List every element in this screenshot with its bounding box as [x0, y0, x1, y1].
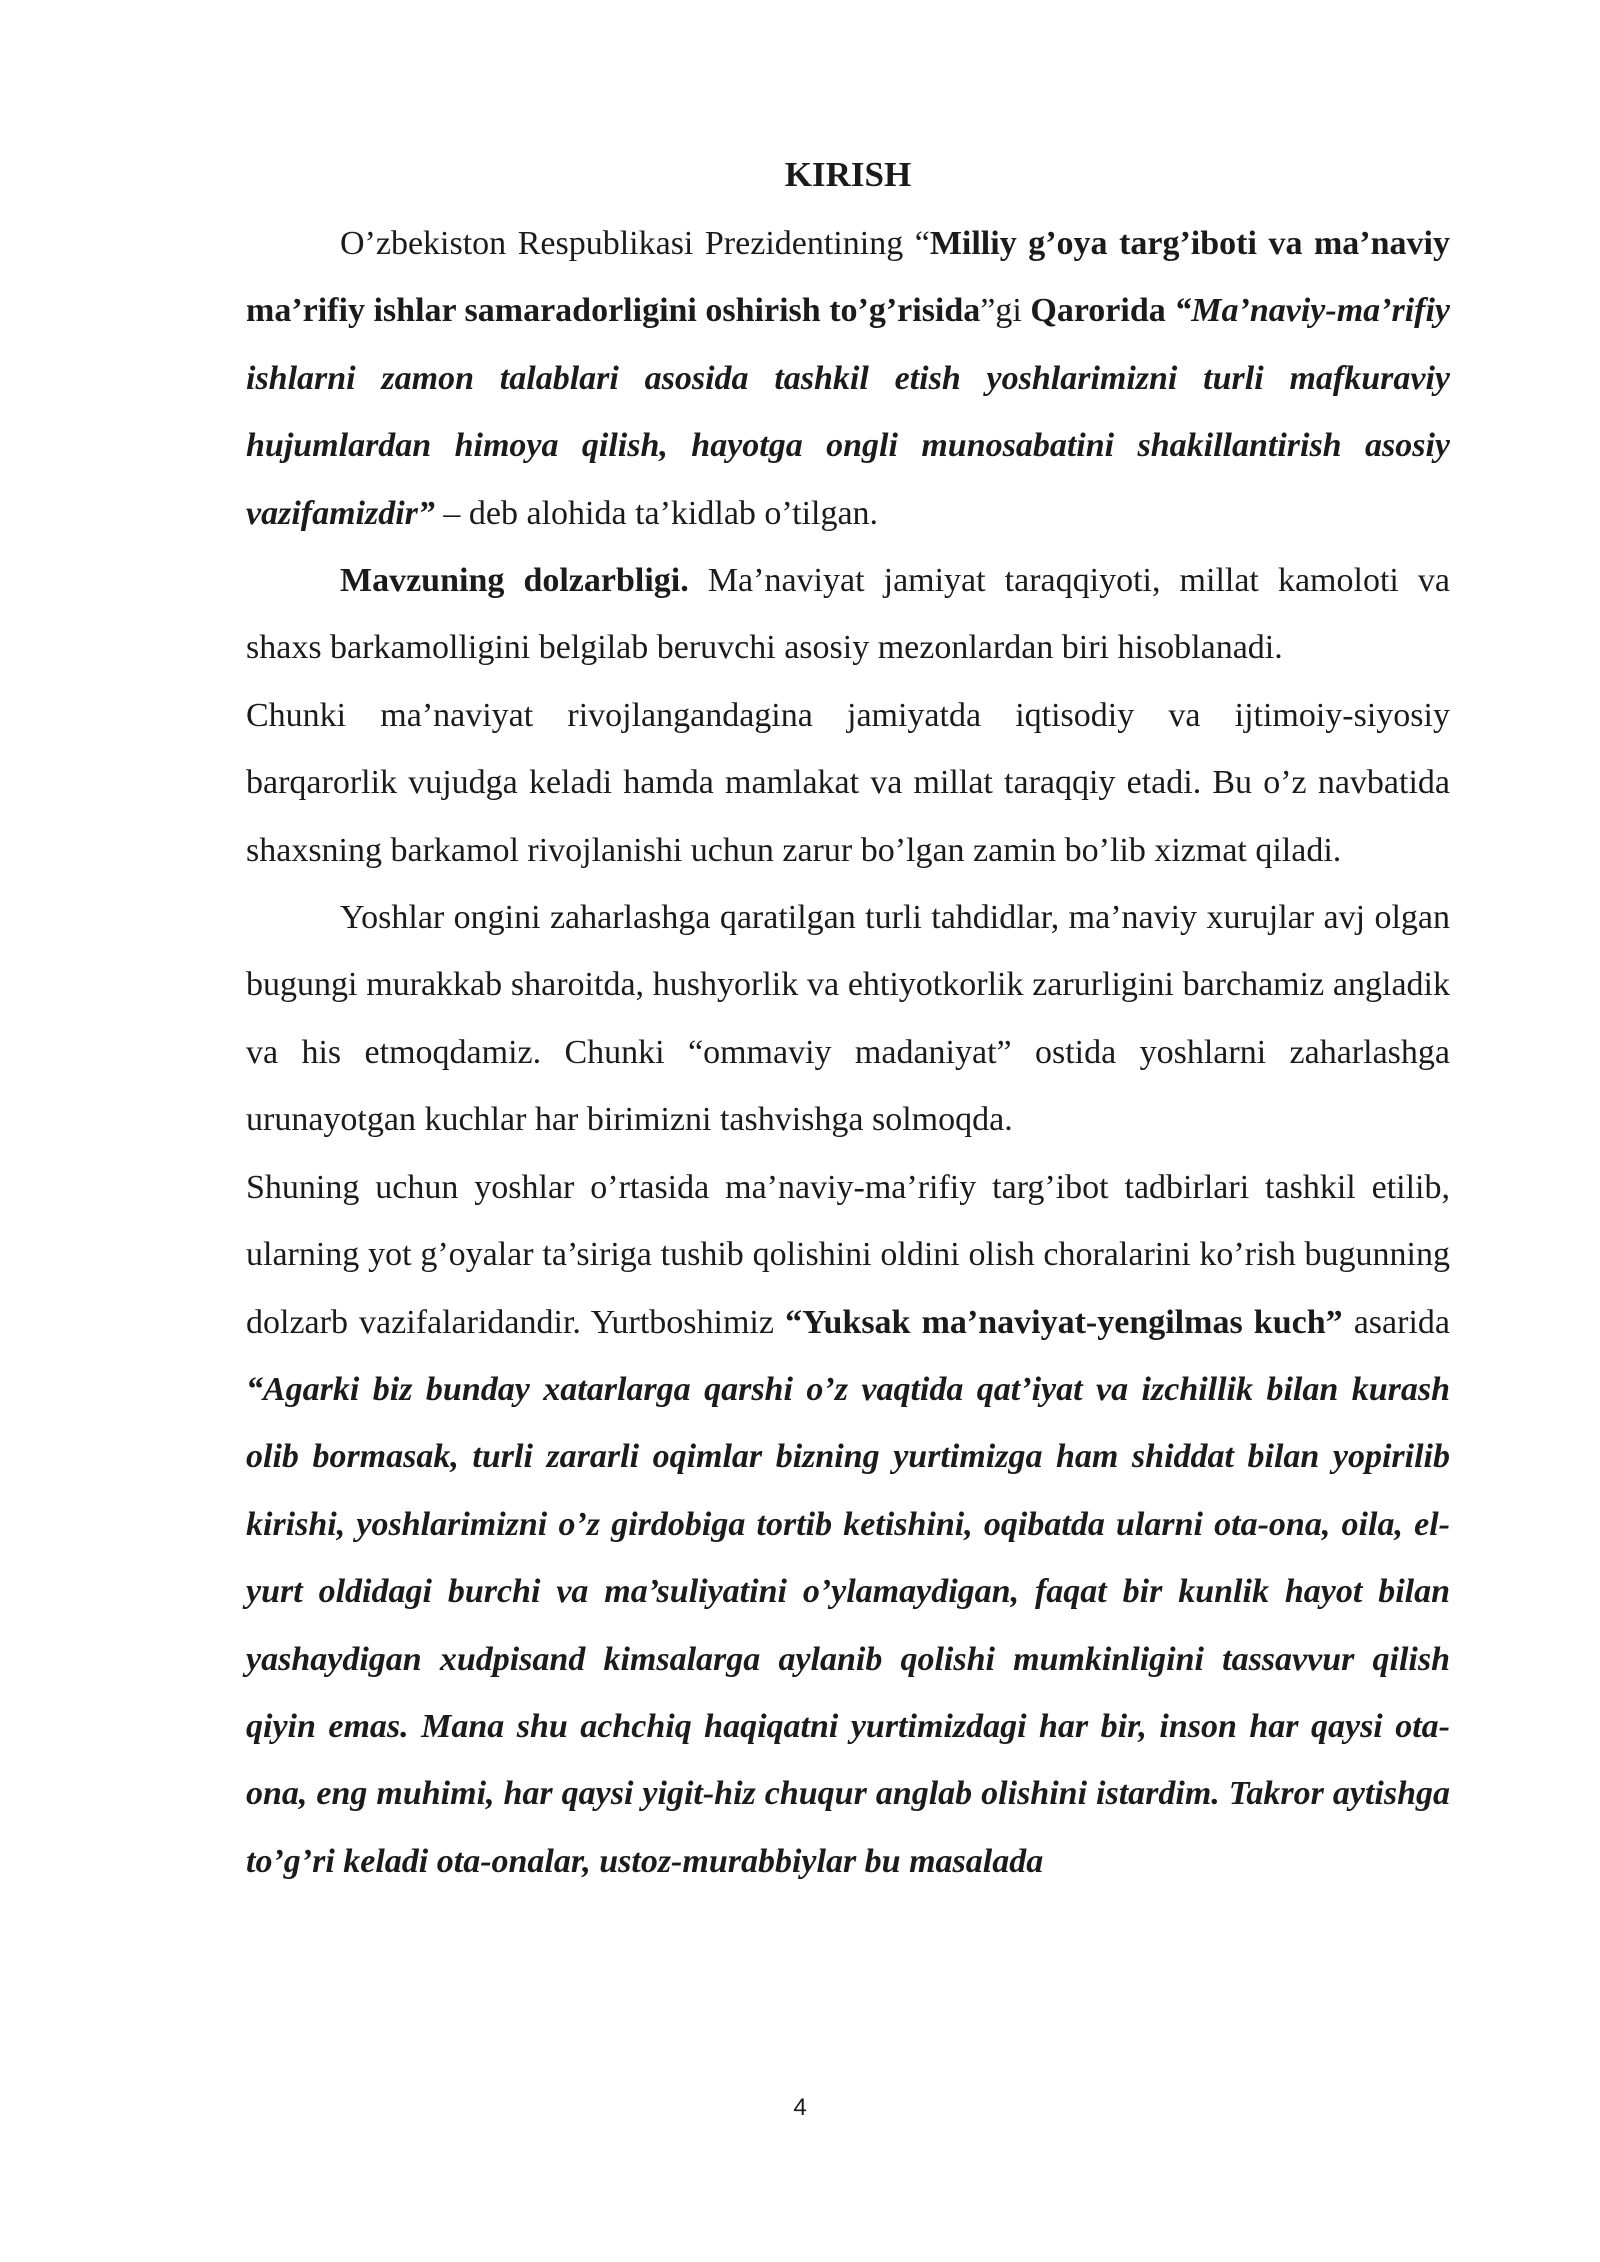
- paragraph-relevance-continued: [246, 682, 1450, 884]
- text-run: O’zbekiston Respublikasi Prezidentining “: [340, 225, 930, 262]
- text-run: [1166, 292, 1175, 329]
- text-run: – deb alohida ta’kidlab o’tilgan.: [434, 494, 879, 532]
- bold-text-book-title: “Yuksak ma’naviyat-yengilmas kuch”: [785, 1303, 1343, 1341]
- bold-italic-quote: “Ma’naviy-ma’rifiy ishlarni zamon talablari asosida tashkil etish yoshlarimizni turli mafkuraviy hujumlardan himoya qilish, hayotga ongli munosabatini shakillantirish asosiy vazifamizdir”: [246, 292, 1451, 532]
- paragraph-threats: [246, 884, 1450, 1154]
- paragraph-relevance: [246, 547, 1450, 682]
- bold-text-decree-name: Milliy g’oya targ’iboti va ma’naviy ma’rifiy ishlar samaradorligini oshirish to’g’risida: [246, 225, 1450, 330]
- paragraph-intro: [246, 210, 1450, 547]
- page-content: [246, 150, 1450, 1895]
- page-title: KIRISH: [784, 155, 912, 194]
- text-run: Ma’naviyat jamiyat taraqqiyoti, millat kamoloti va shaxs barkamolligini belgilab beruvchi asosiy mezonlardan biri hisoblanadi.: [246, 562, 1451, 667]
- text-run: asarida: [1342, 1303, 1450, 1341]
- bold-text-qarorida: Qarorida: [1030, 292, 1166, 330]
- text-run: Shuning uchun yoshlar o’rtasida ma’naviy-ma’rifiy targ’ibot tadbirlari tashkil etilib, ularning yot g’oyalar ta’siriga tushib qolishini oldini olish choralarini ko’rish bugunning dolzarb vazifalaridandir. Yurtboshimiz: [246, 1168, 1450, 1341]
- bold-italic-quote: “Agarki biz bunday xatarlarga qarshi o’z vaqtida qat’iyat va izchillik bilan kurash olib bormasak, turli zararli oqimlar bizning yurtimizga ham shiddat bilan yopirilib kirishi, yoshlarimizni o’z girdobiga tortib ketishini, oqibatda ularni ota-ona, oila, el-yurt oldidagi burchi va ma’suliyatini o’ylamaydigan, faqat bir kunlik hayot bilan yashaydigan xudpisand kimsalarga aylanib qolishi mumkinligini tassavvur qilish qiyin emas. Mana shu achchiq haqiqatni yurtimizdagi har bir, inson har qaysi ota-ona, eng muhimi, har qaysi yigit-hiz chuqur anglab olishini istardim. Takror aytishga to’g’ri keladi ota-onalar, ustoz-murabbiylar bu masalada: [246, 1370, 1450, 1880]
- text-run: Yoshlar ongini zaharlashga qaratilgan turli tahdidlar, ma’naviy xurujlar avj olgan bugungi murakkab sharoitda, hushyorlik va ehtiyotkorlik zarurligini barchamiz angladik va his etmoqdamiz. Chunki “ommaviy madaniyat” ostida yoshlarni zaharlashga urunayotgan kuchlar har birimizni tashvishga solmoqda.: [246, 899, 1450, 1139]
- paragraph-threats-continued: [246, 1154, 1450, 1895]
- text-run: ”gi: [980, 292, 1031, 330]
- page-number: 4: [793, 2094, 807, 2121]
- text-run: Chunki ma’naviyat rivojlangandagina jamiyatda iqtisodiy va ijtimoiy-siyosiy barqarorlik vujudga keladi hamda mamlakat va millat taraqqiy etadi. Bu o’z navbatida shaxsning barkamol rivojlanishi uchun zarur bo’lgan zamin bo’lib xizmat qiladi.: [246, 696, 1450, 869]
- bold-heading-relevance: Mavzuning dolzarbligi.: [340, 562, 689, 600]
